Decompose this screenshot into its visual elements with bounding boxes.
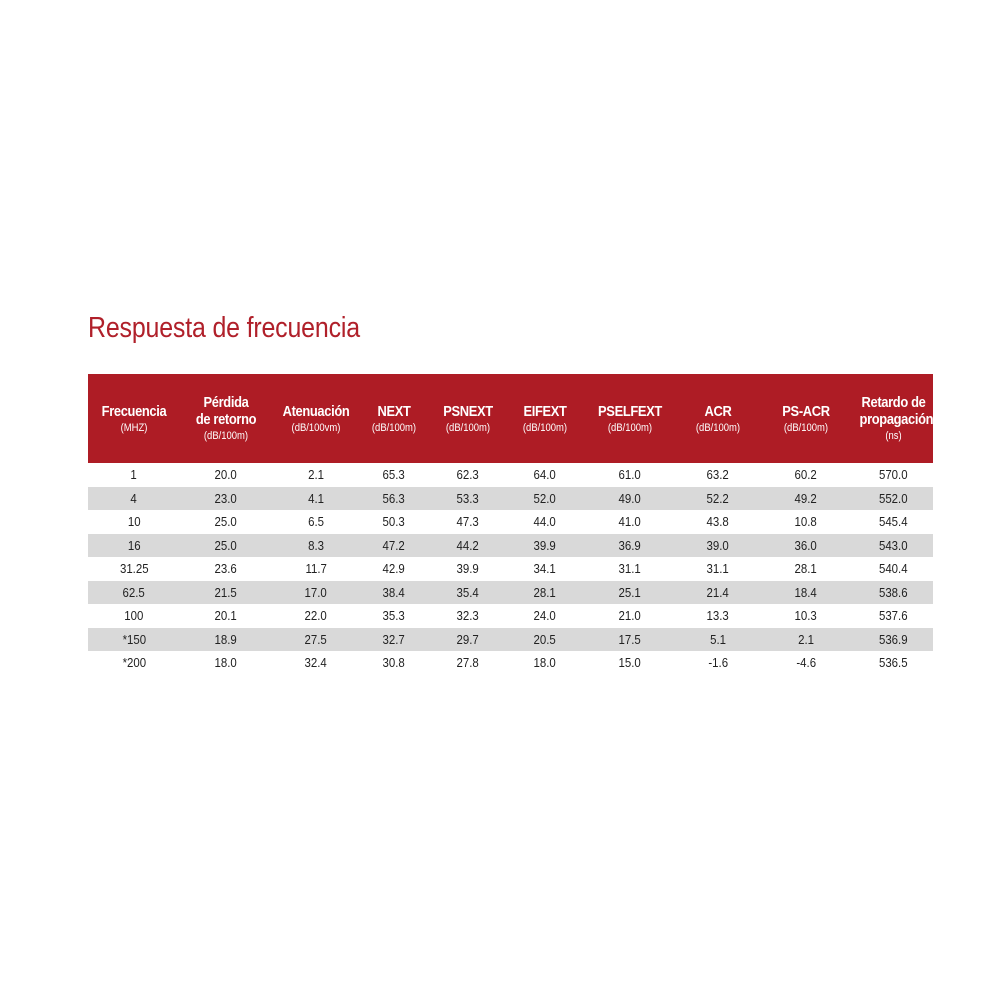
table-cell [758, 510, 854, 534]
cell-value: 4.1 [308, 490, 324, 506]
table-cell [508, 581, 582, 605]
cell-value: 2.1 [308, 467, 324, 483]
table-cell [272, 604, 360, 628]
cell-value: 65.3 [382, 467, 406, 483]
header-row [88, 374, 933, 463]
table-cell [582, 534, 678, 558]
cell-value: 8.3 [308, 537, 324, 553]
header-psnext: PSNEXT (dB/100m) [443, 402, 493, 434]
table-cell [758, 534, 854, 558]
cell-value: 5.1 [710, 631, 726, 647]
cell-value: 30.8 [382, 655, 406, 671]
cell-value: 47.2 [382, 537, 406, 553]
table-cell [582, 557, 678, 581]
table-cell [854, 651, 933, 675]
table-cell [360, 581, 428, 605]
table-cell [88, 557, 180, 581]
table-cell [272, 651, 360, 675]
cell-value: -1.6 [708, 655, 728, 671]
table-row [88, 463, 933, 487]
cell-value: 31.25 [119, 561, 149, 577]
cell-value: 61.0 [618, 467, 642, 483]
table-cell [360, 463, 428, 487]
table-row [88, 604, 933, 628]
page-title: Respuesta de frecuencia [88, 312, 360, 344]
cell-value: 64.0 [533, 467, 557, 483]
cell-value: 18.9 [214, 631, 238, 647]
table-cell [508, 510, 582, 534]
table-row [88, 628, 933, 652]
cell-value: 18.4 [794, 584, 818, 600]
table-cell [88, 463, 180, 487]
table-cell [758, 604, 854, 628]
cell-value: 17.0 [304, 584, 328, 600]
cell-value: 100 [124, 608, 144, 624]
cell-value: 21.4 [706, 584, 730, 600]
table-cell [360, 604, 428, 628]
cell-value: 50.3 [382, 514, 406, 530]
cell-value: 49.2 [794, 490, 818, 506]
cell-value: 28.1 [794, 561, 818, 577]
cell-value: 32.3 [456, 608, 480, 624]
cell-value: 38.4 [382, 584, 406, 600]
table-cell [272, 510, 360, 534]
cell-value: 543.0 [879, 537, 908, 553]
table-cell [854, 557, 933, 581]
cell-value: 35.4 [456, 584, 480, 600]
table-cell [508, 463, 582, 487]
table-cell [428, 628, 508, 652]
cell-value: 536.9 [879, 631, 908, 647]
table-cell [508, 487, 582, 511]
cell-value: 27.5 [304, 631, 328, 647]
table-cell [360, 487, 428, 511]
table-cell [854, 534, 933, 558]
header-atenuacion: Atenuación (dB/100vm) [282, 402, 350, 434]
cell-value: 44.0 [533, 514, 557, 530]
cell-value: 540.4 [879, 561, 908, 577]
cell-value: 15.0 [618, 655, 642, 671]
cell-value: 43.8 [706, 514, 730, 530]
table-cell [508, 534, 582, 558]
table-cell [678, 651, 758, 675]
cell-value: 552.0 [879, 490, 908, 506]
cell-value: 24.0 [533, 608, 557, 624]
table-cell [180, 510, 272, 534]
cell-value: 36.9 [618, 537, 642, 553]
table-row [88, 651, 933, 675]
table-cell [508, 557, 582, 581]
cell-value: 39.9 [456, 561, 480, 577]
table-cell [272, 557, 360, 581]
cell-value: 29.7 [456, 631, 480, 647]
table-cell [360, 651, 428, 675]
cell-value: 6.5 [308, 514, 324, 530]
header-pselfext: PSELFEXT (dB/100m) [598, 402, 662, 434]
table-row [88, 534, 933, 558]
table-cell [582, 604, 678, 628]
cell-value: 56.3 [382, 490, 406, 506]
cell-value: 23.0 [214, 490, 238, 506]
table-cell [678, 557, 758, 581]
cell-value: 53.3 [456, 490, 480, 506]
table-cell [272, 628, 360, 652]
table-cell [582, 487, 678, 511]
table-cell [428, 463, 508, 487]
cell-value: 28.1 [533, 584, 557, 600]
table-cell [88, 487, 180, 511]
cell-value: 31.1 [706, 561, 730, 577]
cell-value: 39.9 [533, 537, 557, 553]
cell-value: *150 [122, 631, 146, 647]
header-perdida-de-retorno: Pérdida de retorno (dB/100m) [195, 393, 257, 443]
header-acr: ACR (dB/100m) [695, 402, 741, 434]
table-cell [88, 651, 180, 675]
frequency-response-table [88, 374, 933, 675]
cell-value: 545.4 [879, 514, 908, 530]
table-row [88, 581, 933, 605]
table-cell [854, 510, 933, 534]
table-cell [854, 628, 933, 652]
cell-value: 39.0 [706, 537, 730, 553]
cell-value: 538.6 [879, 584, 908, 600]
table-cell [428, 487, 508, 511]
table-cell [180, 651, 272, 675]
table-cell [360, 557, 428, 581]
table-cell [678, 604, 758, 628]
table-cell [678, 510, 758, 534]
cell-value: 536.5 [879, 655, 908, 671]
header-frecuencia: Frecuencia (MHZ) [101, 402, 167, 434]
cell-value: 25.0 [214, 537, 238, 553]
table-cell [180, 463, 272, 487]
cell-value: 23.6 [214, 561, 238, 577]
cell-value: 44.2 [456, 537, 480, 553]
table-cell [360, 534, 428, 558]
table-cell [428, 581, 508, 605]
table-cell [854, 604, 933, 628]
cell-value: 20.5 [533, 631, 557, 647]
table-cell [678, 534, 758, 558]
table-cell [678, 463, 758, 487]
header-retardo-de-propagacion: Retardo de propagación (ns) [859, 393, 934, 443]
table-row [88, 487, 933, 511]
cell-value: 10.3 [794, 608, 818, 624]
table-cell [428, 651, 508, 675]
cell-value: 20.0 [214, 467, 238, 483]
table-cell [582, 651, 678, 675]
table-cell [854, 487, 933, 511]
cell-value: 63.2 [706, 467, 730, 483]
table-row [88, 510, 933, 534]
table-cell [88, 604, 180, 628]
table-cell [582, 463, 678, 487]
cell-value: 537.6 [879, 608, 908, 624]
cell-value: 2.1 [798, 631, 814, 647]
table-cell [758, 651, 854, 675]
cell-value: 25.0 [214, 514, 238, 530]
cell-value: 36.0 [794, 537, 818, 553]
table-cell [180, 487, 272, 511]
cell-value: 21.5 [214, 584, 238, 600]
cell-value: 42.9 [382, 561, 406, 577]
table-cell [678, 581, 758, 605]
cell-value: 570.0 [879, 467, 908, 483]
cell-value: 41.0 [618, 514, 642, 530]
cell-value: 35.3 [382, 608, 406, 624]
table-cell [758, 557, 854, 581]
table-cell [758, 581, 854, 605]
table-cell [180, 534, 272, 558]
table-cell [678, 487, 758, 511]
table-cell [180, 604, 272, 628]
cell-value: 47.3 [456, 514, 480, 530]
cell-value: 32.7 [382, 631, 406, 647]
cell-value: 10 [127, 514, 141, 530]
table-cell [88, 628, 180, 652]
table-body [88, 463, 933, 675]
cell-value: 10.8 [794, 514, 818, 530]
table-cell [582, 581, 678, 605]
cell-value: 32.4 [304, 655, 328, 671]
table-cell [678, 628, 758, 652]
table-cell [88, 581, 180, 605]
cell-value: 62.3 [456, 467, 480, 483]
cell-value: 52.2 [706, 490, 730, 506]
table-cell [88, 510, 180, 534]
table-cell [180, 628, 272, 652]
cell-value: 49.0 [618, 490, 642, 506]
cell-value: 18.0 [533, 655, 557, 671]
cell-value: 25.1 [618, 584, 642, 600]
cell-value: *200 [122, 655, 146, 671]
header-ps-acr: PS-ACR (dB/100m) [782, 402, 830, 434]
table-cell [272, 487, 360, 511]
table-cell [428, 510, 508, 534]
table-cell [272, 463, 360, 487]
table-cell [758, 463, 854, 487]
table-cell [360, 510, 428, 534]
table-cell [88, 534, 180, 558]
table-row [88, 557, 933, 581]
table-cell [360, 628, 428, 652]
cell-value: 34.1 [533, 561, 557, 577]
cell-value: 4 [130, 490, 138, 506]
table-cell [854, 463, 933, 487]
cell-value: 13.3 [706, 608, 730, 624]
table-cell [508, 628, 582, 652]
cell-value: 52.0 [533, 490, 557, 506]
table-cell [428, 604, 508, 628]
table-cell [582, 628, 678, 652]
table-cell [428, 557, 508, 581]
cell-value: 22.0 [304, 608, 328, 624]
header-eifext: EIFEXT (dB/100m) [522, 402, 568, 434]
table-cell [508, 651, 582, 675]
table-cell [582, 510, 678, 534]
cell-value: 1 [130, 467, 138, 483]
cell-value: 21.0 [618, 608, 642, 624]
table-cell [758, 628, 854, 652]
cell-value: 11.7 [305, 561, 327, 577]
cell-value: 18.0 [214, 655, 238, 671]
table-cell [272, 534, 360, 558]
table-cell [854, 581, 933, 605]
table-cell [272, 581, 360, 605]
cell-value: 60.2 [794, 467, 818, 483]
cell-value: 62.5 [122, 584, 146, 600]
table-cell [428, 534, 508, 558]
table-cell [508, 604, 582, 628]
cell-value: 27.8 [456, 655, 480, 671]
table-cell [180, 557, 272, 581]
table-cell [758, 487, 854, 511]
cell-value: 20.1 [214, 608, 238, 624]
header-next: NEXT (dB/100m) [371, 402, 417, 434]
table-cell [180, 581, 272, 605]
cell-value: 31.1 [618, 561, 642, 577]
cell-value: -4.6 [796, 655, 816, 671]
cell-value: 16 [127, 537, 141, 553]
cell-value: 17.5 [618, 631, 642, 647]
